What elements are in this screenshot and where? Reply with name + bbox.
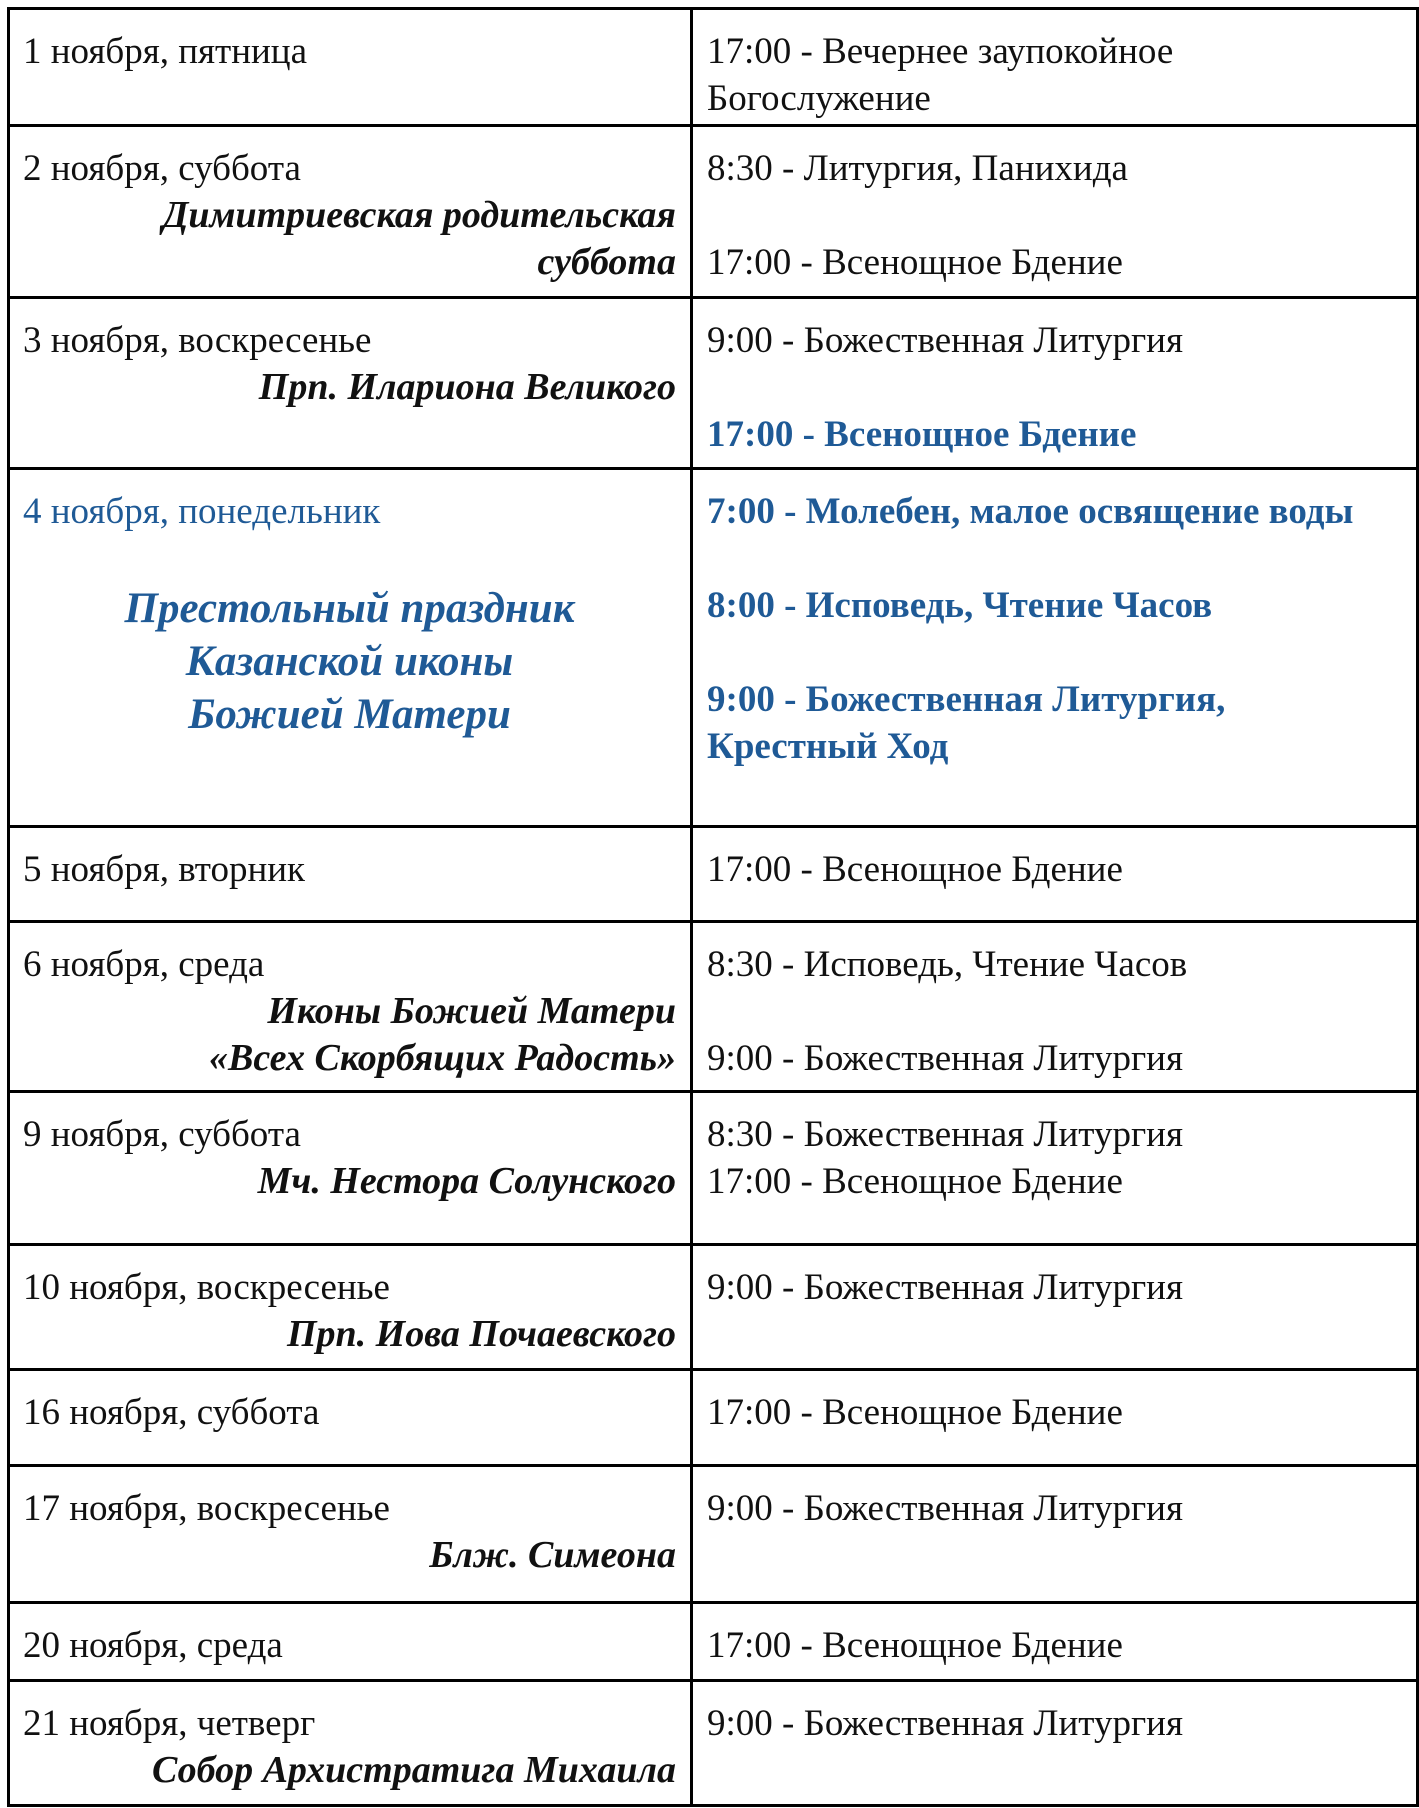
feast-name: Казанской иконы (185, 638, 514, 685)
feast-name: Димитриевская родительская (162, 194, 676, 236)
service-item: 8:30 - Божественная Литургия (707, 1114, 1183, 1155)
services-cell (692, 126, 1418, 298)
feast-title (23, 582, 676, 741)
service-item: 9:00 - Божественная Литургия (707, 320, 1183, 361)
date-label: 3 ноября, воскресенье (23, 320, 372, 361)
date-label: 1 ноября, пятница (23, 31, 308, 72)
date-cell (9, 1466, 692, 1603)
feast-name: суббота (537, 241, 676, 283)
date-label: 21 ноября, четверг (23, 1703, 316, 1744)
schedule-row (9, 1466, 1418, 1603)
schedule-row (9, 1370, 1418, 1466)
feast-name: Собор Архистратига Михаила (152, 1749, 676, 1791)
schedule-row (9, 9, 1418, 126)
date-cell (9, 9, 692, 126)
schedule-row (9, 1603, 1418, 1681)
date-cell (9, 827, 692, 922)
services-cell (692, 1370, 1418, 1466)
service-item: 17:00 - Всенощное Бдение (707, 1625, 1123, 1666)
feast-name: Престольный праздник (124, 585, 575, 632)
date-label: 17 ноября, воскресенье (23, 1488, 390, 1529)
service-item-highlighted: 9:00 - Божественная Литургия, Крестный Ход (707, 679, 1226, 767)
schedule-row (9, 1092, 1418, 1245)
date-label: 20 ноября, среда (23, 1625, 283, 1666)
date-label: 5 ноября, вторник (23, 849, 306, 890)
services-cell (692, 922, 1418, 1092)
feast-name: «Всех Скорбящих Радость» (208, 1037, 676, 1079)
service-item: 17:00 - Всенощное Бдение (707, 849, 1123, 890)
schedule-row (9, 126, 1418, 298)
feast-name: Прп. Илариона Великого (258, 366, 676, 408)
service-item-highlighted: 7:00 - Молебен, малое освящение воды (707, 491, 1354, 532)
service-item: 9:00 - Божественная Литургия (707, 1267, 1183, 1308)
date-cell (9, 1092, 692, 1245)
services-cell (692, 298, 1418, 469)
date-label: 2 ноября, суббота (23, 148, 301, 189)
date-cell (9, 922, 692, 1092)
schedule-table (7, 7, 1419, 1807)
date-label: 4 ноября, понедельник (23, 491, 381, 532)
service-item: 17:00 - Вечернее заупокойное Богослужение (707, 31, 1174, 119)
schedule-row (9, 1245, 1418, 1370)
feast-name: Иконы Божией Матери (267, 990, 676, 1032)
date-cell (9, 298, 692, 469)
schedule-row (9, 469, 1418, 827)
service-item: 8:30 - Литургия, Панихида (707, 148, 1128, 189)
services-cell (692, 1245, 1418, 1370)
date-cell (9, 1681, 692, 1806)
service-item: 9:00 - Божественная Литургия (707, 1488, 1183, 1529)
services-cell (692, 1681, 1418, 1806)
services-cell (692, 469, 1418, 827)
schedule-row (9, 827, 1418, 922)
date-label: 10 ноября, воскресенье (23, 1267, 390, 1308)
date-cell (9, 1603, 692, 1681)
date-cell (9, 469, 692, 827)
services-cell (692, 9, 1418, 126)
service-item-highlighted: 8:00 - Исповедь, Чтение Часов (707, 585, 1213, 626)
services-cell (692, 1092, 1418, 1245)
service-item: 8:30 - Исповедь, Чтение Часов (707, 944, 1188, 985)
service-item: 17:00 - Всенощное Бдение (707, 1161, 1123, 1202)
service-item: 9:00 - Божественная Литургия (707, 1703, 1183, 1744)
date-label: 9 ноября, суббота (23, 1114, 301, 1155)
feast-name: Блж. Симеона (429, 1534, 676, 1576)
feast-name: Божией Матери (188, 691, 511, 738)
schedule-row (9, 922, 1418, 1092)
service-item: 17:00 - Всенощное Бдение (707, 1392, 1123, 1433)
service-item: 9:00 - Божественная Литургия (707, 1038, 1183, 1079)
date-cell (9, 1370, 692, 1466)
service-item: 17:00 - Всенощное Бдение (707, 242, 1123, 283)
date-cell (9, 1245, 692, 1370)
date-cell (9, 126, 692, 298)
services-cell (692, 1603, 1418, 1681)
feast-name: Мч. Нестора Солунского (257, 1160, 676, 1202)
schedule-row (9, 298, 1418, 469)
schedule-row (9, 1681, 1418, 1806)
services-cell (692, 1466, 1418, 1603)
feast-name: Прп. Иова Почаевского (286, 1313, 676, 1355)
services-cell (692, 827, 1418, 922)
date-label: 16 ноября, суббота (23, 1392, 320, 1433)
date-label: 6 ноября, среда (23, 944, 265, 985)
service-item-highlighted: 17:00 - Всенощное Бдение (707, 414, 1137, 455)
